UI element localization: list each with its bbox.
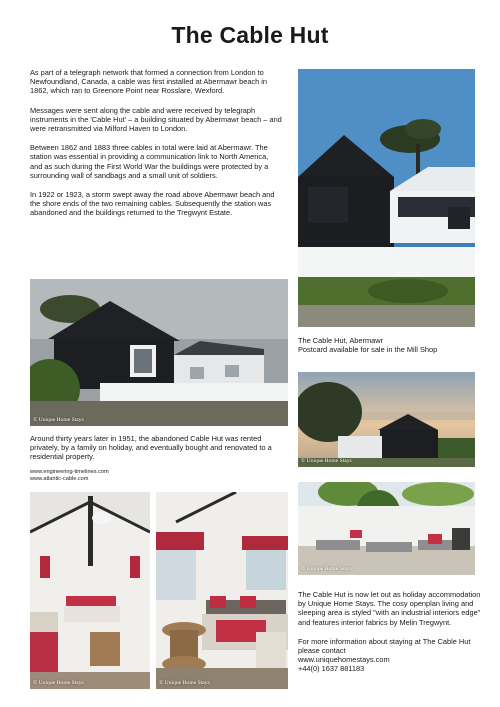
page-title: The Cable Hut [171, 22, 329, 48]
watermark-bedroom: © Unique Home Stays [33, 680, 84, 686]
postcard-photo [298, 69, 475, 327]
watermark-exterior: © Unique Home Stays [33, 417, 84, 423]
source-link-1[interactable]: www.engineering-timelines.com [30, 469, 109, 475]
living-room-photo [156, 492, 288, 689]
closing-text [298, 590, 488, 674]
intro-paragraph-3: Between 1862 and 1883 three cables in total were laid at Abermawr. The station was essential in providing a communication link to North America, and as such during the First World War the buildings were protected by a surrounding wall of sandbags and a small unit of soldiers. [30, 143, 269, 180]
postcard-caption-title: The Cable Hut, Abermawr [298, 336, 384, 345]
watermark-sunset: © Unique Home Stays [301, 458, 352, 464]
sunset-photo [298, 372, 475, 467]
source-link-2[interactable]: www.atlantic-cable.com [30, 476, 89, 482]
intro-paragraph-1: As part of a telegraph network that formed a connection from London to Newfoundland, Canada, a cable was first installed at Abermawr beach in 1862, which ran to Greenore Point near Rosslare, Wexford. [30, 68, 268, 96]
sources [30, 469, 230, 483]
history-paragraph: Around thirty years later in 1951, the abandoned Cable Hut was rented privately, by a family on holiday, and eventually bought and renovated to a residential property. [30, 434, 272, 462]
closing-paragraph-1: The Cable Hut is now let out as holiday accommodation by Unique Home Stays. The cosy openplan living and sleeping area is styled "with an industrial interiors edge" and features interior fabrics by Melin Tregwynt. [298, 590, 481, 627]
watermark-living: © Unique Home Stays [159, 680, 210, 686]
closing-paragraph-2: For more information about staying at The Cable Hut please contact [298, 636, 471, 656]
patio-photo [298, 482, 475, 575]
intro-paragraph-2: Messages were sent along the cable and were received by telegraph instruments in the 'Cable Hut' – a building situated by Abermawr beach – and were retransmitted via Milford Haven to London. [30, 105, 282, 134]
intro-paragraph-4: In 1922 or 1923, a storm swept away the road above Abermawr beach and the shore ends of the two remaining cables. Subsequently the station was abandoned and the buildings returned to the Tregwynt Estate. [30, 190, 275, 218]
postcard-caption [298, 336, 488, 354]
phone-number: +44(0) 1637 881183 [298, 664, 365, 674]
bedroom-photo [30, 492, 150, 689]
history-text [30, 434, 288, 462]
postcard-caption-note: Postcard available for sale in the Mill Shop [298, 345, 438, 355]
intro-text [30, 68, 282, 218]
watermark-patio: © Unique Home Stays [301, 566, 352, 572]
hut-exterior-photo [30, 279, 288, 426]
website-link[interactable]: www.uniquehomestays.com [298, 655, 390, 665]
